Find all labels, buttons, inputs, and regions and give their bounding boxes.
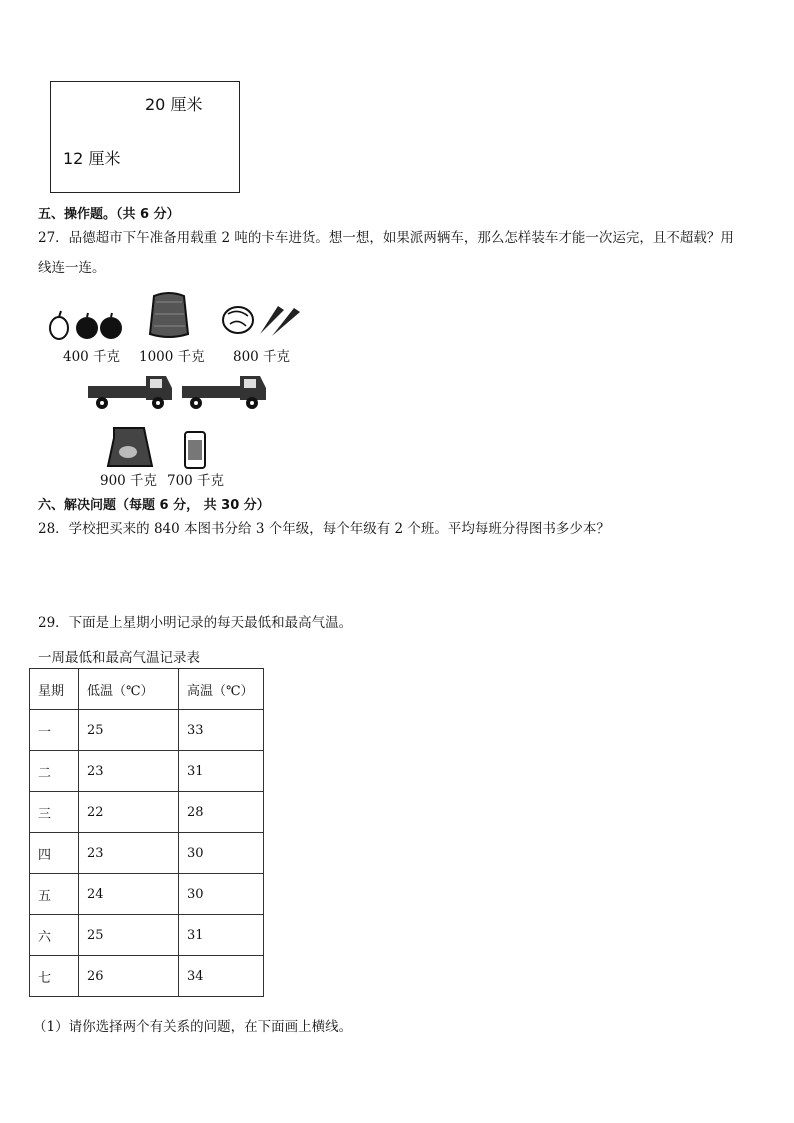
high-temp-cell: 33 [179,710,264,751]
fruit-icon [45,308,125,344]
goods-label-fruit: 400 千克 [63,349,121,365]
goods-label-rice: 900 千克 [100,473,158,489]
table-title: 一周最低和最高气温记录表 [38,650,200,666]
low-temp-cell: 25 [79,710,179,751]
high-temp-cell: 30 [179,874,264,915]
header-high-temp: 高温（℃） [179,669,264,710]
table-row [30,751,264,792]
goods-label-vegetables: 800 千克 [233,349,291,365]
low-temp-cell: 23 [79,833,179,874]
rectangle-height-label: 12 厘米 [63,149,121,168]
truck-icon [86,370,174,412]
high-temp-cell: 34 [179,956,264,997]
low-temp-cell: 23 [79,751,179,792]
question-27-line1: 27．品德超市下午准备用载重 2 吨的卡车进货。想一想，如果派两辆车，那么怎样装车才能一次运完，且不超载？用 [38,230,734,246]
weekday-cell: 七 [30,956,79,997]
weekday-cell: 六 [30,915,79,956]
section-5-heading: 五、操作题。（共 6 分） [38,207,180,222]
weekday-cell: 二 [30,751,79,792]
table-row [30,874,264,915]
rice-sack-icon [106,424,154,470]
table-row [30,833,264,874]
header-weekday: 星期 [30,669,79,710]
low-temp-cell: 25 [79,915,179,956]
table-header-row [30,669,264,710]
question-29: 29．下面是上星期小明记录的每天最低和最高气温。 [38,615,353,631]
weekday-cell: 三 [30,792,79,833]
vegetables-icon [220,298,302,338]
high-temp-cell: 31 [179,751,264,792]
temperature-table [29,668,264,997]
question-27-line2: 线连一连。 [38,260,106,276]
high-temp-cell: 28 [179,792,264,833]
table-row [30,956,264,997]
section-6-heading: 六、解决问题（每题 6 分， 共 30 分） [38,498,270,513]
question-28: 28．学校把买来的 840 本图书分给 3 个年级，每个年级有 2 个班。平均每班分得图书多少本？ [38,521,610,537]
weekday-cell: 五 [30,874,79,915]
truck-icon [180,370,268,412]
low-temp-cell: 24 [79,874,179,915]
header-low-temp: 低温（℃） [79,669,179,710]
goods-label-oil: 700 千克 [167,473,225,489]
table-row [30,792,264,833]
flour-sack-icon [146,290,192,340]
rectangle-width-label: 20 厘米 [145,95,203,114]
low-temp-cell: 26 [79,956,179,997]
table-row [30,710,264,751]
high-temp-cell: 31 [179,915,264,956]
oil-barrel-icon [183,430,207,470]
weekday-cell: 四 [30,833,79,874]
question-29-sub1: （1）请你选择两个有关系的问题，在下面画上横线。 [33,1019,353,1035]
high-temp-cell: 30 [179,833,264,874]
low-temp-cell: 22 [79,792,179,833]
table-row [30,915,264,956]
goods-label-flour: 1000 千克 [139,349,205,365]
weekday-cell: 一 [30,710,79,751]
